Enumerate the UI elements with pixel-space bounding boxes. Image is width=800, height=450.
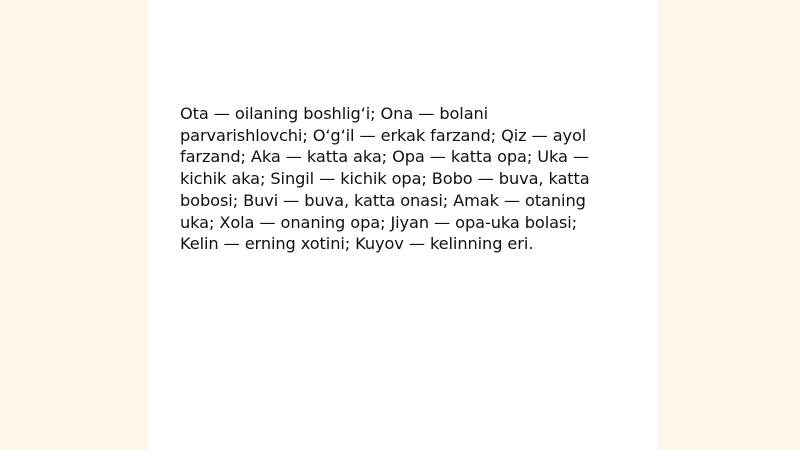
document-page — [148, 0, 658, 450]
body-paragraph: Ota — oilaning boshlig‘i; Ona — bolani parvarishlovchi; O‘g‘il — erkak farzand; Qiz — ayol farzand; Aka — katta aka; Opa — katta opa; Uka — kichik aka; Singil — kichik opa; Bobo — buva, katta bobosi; Buvi — buva, katta onasi; Amak — otaning uka; Xola — onaning opa; Jiyan — opa-uka bolasi; Kelin — erning xotini; Kuyov — kelinning eri. — [180, 104, 590, 254]
